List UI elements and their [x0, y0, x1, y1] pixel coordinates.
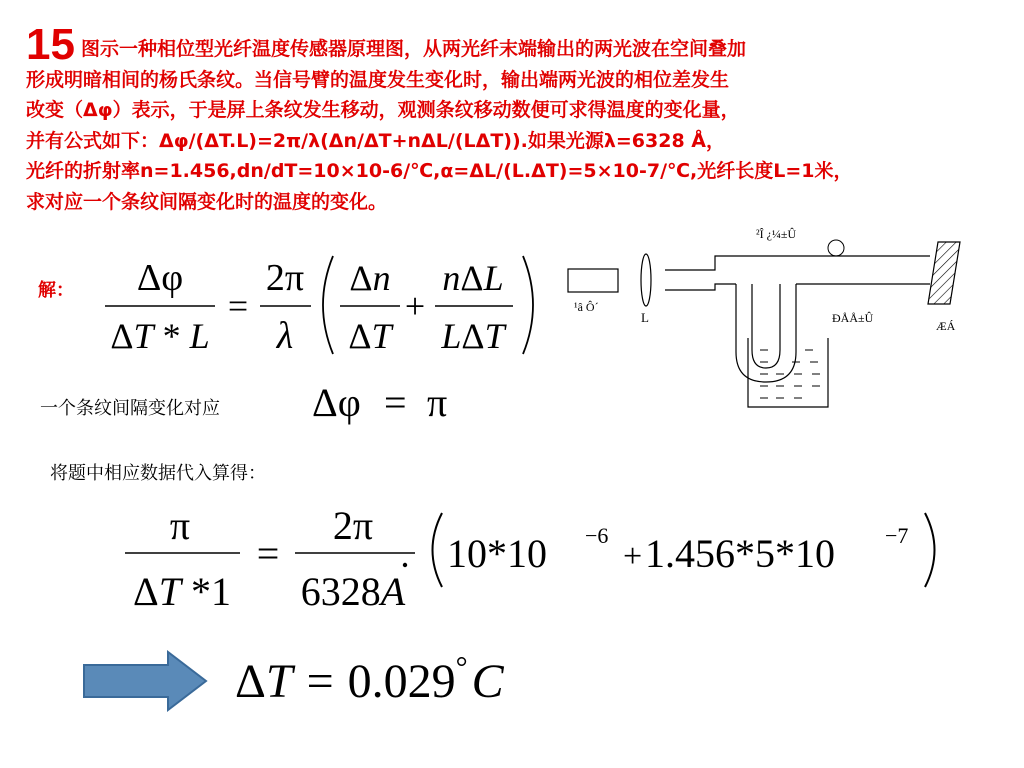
one-fringe-caption: 一个条纹间隔变化对应	[40, 398, 220, 419]
light-source-label: ¹â Ô´	[574, 300, 599, 314]
arrow-shape	[84, 652, 206, 710]
right-arrow-icon	[82, 650, 210, 712]
f1-lhs-num: Δφ	[136, 257, 184, 299]
lens-label: L	[641, 310, 649, 325]
f1-left-paren	[323, 256, 333, 354]
f3-lhs-den: ΔT *1	[133, 569, 231, 614]
f2-rhs: π	[427, 380, 448, 425]
f3-left-paren	[433, 513, 443, 587]
lens	[641, 254, 651, 306]
f1-t2-num: nΔL	[442, 258, 504, 298]
sensor-diagram	[560, 222, 1010, 412]
problem-line-5: 光纤的折射率n=1.456,dn/dT=10×10-6/℃,α=ΔL/(L.ΔT)=5×10-7/℃,光纤长度L=1米，	[26, 160, 853, 182]
fiber-u-bend	[736, 284, 796, 382]
f1-right-paren	[523, 256, 533, 354]
substitute-caption: 将题中相应数据代入算得：	[50, 463, 266, 484]
fringe-phase-formula	[312, 372, 472, 432]
problem-line-3: 改变（Δφ）表示，于是屏上条纹发生移动，观测条纹移动数便可求得温度的变化量，	[26, 99, 740, 121]
f3-rhs-den: 6328A	[300, 569, 406, 614]
water-lines	[760, 350, 820, 398]
screen-label: ÆÁ	[936, 319, 956, 333]
f3-exp-a: −6	[585, 523, 609, 548]
light-source	[568, 269, 618, 292]
solution-label: 解：	[38, 280, 74, 301]
fiber-u-inner	[752, 284, 780, 368]
f3-paren-b: 1.456*5*10	[645, 531, 835, 576]
ref-arm-circle	[828, 240, 844, 256]
problem-line-6: 求对应一个条纹间隔变化时的温度的变化。	[26, 190, 388, 213]
f2-lhs: Δφ	[312, 380, 361, 425]
signal-arm-label: ÐÅÅ±Û	[832, 311, 874, 325]
f3-eq: =	[256, 531, 280, 576]
problem-line-4: 并有公式如下：Δφ/(ΔT.L)=2π/λ(Δn/ΔT+nΔL/(LΔT)).如果光源λ=6328 Å，	[26, 129, 726, 152]
fiber-input-lower	[665, 284, 736, 290]
f1-t1-den: ΔT	[348, 316, 392, 356]
problem-statement	[26, 20, 1011, 217]
f3-lhs-num: π	[169, 503, 191, 548]
f1-lhs-den: ΔT * L	[110, 316, 210, 356]
problem-line-2: 形成明暗相间的杨氏条纹。当信号臂的温度发生变化时，输出端两光波的相位差发生	[26, 68, 730, 91]
fiber-input-upper	[665, 256, 930, 270]
f3-right-paren	[925, 513, 935, 587]
angstrom-dot	[403, 563, 407, 567]
f3-rhs-num: 2π	[332, 503, 374, 548]
f1-t1-num: Δn	[349, 258, 391, 298]
f1-rhs-num: 2π	[265, 257, 305, 299]
f3-exp-b: −7	[885, 523, 909, 548]
f3-paren-a: 10*10	[447, 531, 547, 576]
result-formula	[235, 645, 565, 715]
problem-line-1	[26, 20, 1011, 69]
problem-text-1: 图示一种相位型光纤温度传感器原理图，从两光纤末端输出的两光波在空间叠加	[80, 38, 746, 60]
result-text: ΔT = 0.029°C	[235, 651, 504, 708]
f1-eq: =	[227, 286, 249, 326]
phase-formula	[95, 250, 555, 360]
screen	[928, 242, 960, 304]
f2-eq: =	[384, 380, 407, 425]
ref-arm-label: ²Î ¿¼±Û	[756, 227, 797, 241]
f1-plus: +	[404, 286, 426, 326]
water-bath	[748, 338, 828, 407]
f3-paren-plus: +	[623, 538, 643, 575]
f1-rhs-den: λ	[276, 315, 294, 357]
f1-t2-den: LΔT	[441, 316, 505, 356]
substitution-formula	[115, 495, 955, 620]
problem-number: 15	[26, 20, 75, 69]
